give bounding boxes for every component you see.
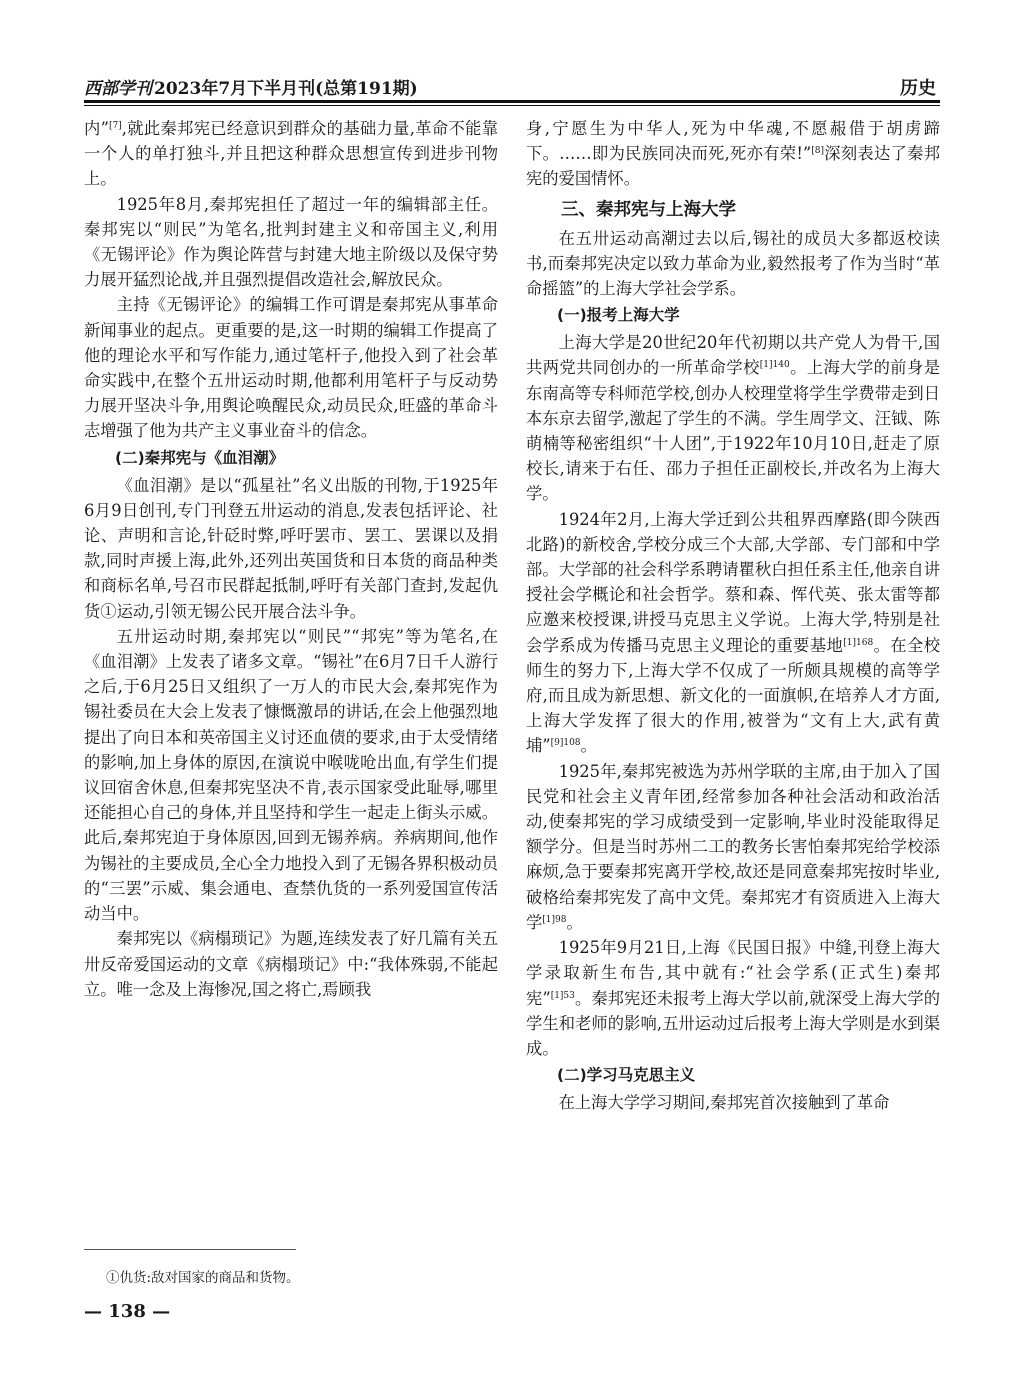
journal-info (84, 74, 418, 99)
journal-logo: 西部学刊 (84, 79, 152, 99)
paragraph: 1925年9月21日,上海《民国日报》中缝,刊登上海大学录取新生布告,其中就有:“社会学系(正式生)秦邦宪”$^{[1]53}$。秦邦宪还未报考上海大学以前,就深受上海大学的学生和老师的影响,五卅运动过后报考上海大学则是水到渠成。 (526, 938, 940, 1058)
subsection-heading: (一)报考上海大学 (557, 306, 680, 325)
paragraph: 秦邦宪以《病榻琐记》为题,连续发表了好几篇有关五卅反帝爱国运动的文章《病榻琐记》中:“我体殊弱,不能起立。唯一念及上海惨况,国之将亡,焉顾我 (84, 929, 498, 999)
citation: [1]53 (550, 990, 575, 1001)
citation: [1]140 (759, 360, 790, 371)
paragraph: 1924年2月,上海大学迁到公共租界西摩路(即今陕西北路)的新校舍,学校分成三个大部,大学部、专门部和中学部。大学部的社会科学系聘请瞿秋白担任系主任,他亲自讲授社会学概论和社会哲学。蔡和森、恽代英、张太雷等都应邀来校授课,讲授马克思主义学说。上海大学,特别是社会学系成为传播马克思主义理论的重要基地$^{[1]168}$。在全校师生的努力下,上海大学不仅成了一所颇具规模的高等学府,而且成为新思想、新文化的一面旗帜,在培养人才方面,上海大学发挥了很大的作用,被誉为“文有上大,武有黄埔”$^{[9]108}$。 (526, 509, 940, 756)
paragraph: 内”[7],就此秦邦宪已经意识到群众的基础力量,革命不能靠一个人的单打独斗,并且把这种群众思想宣传到进步刊物上。 (84, 119, 499, 189)
citation: [8] (811, 146, 824, 157)
right-column (526, 116, 940, 1115)
paragraph: 上海大学是20世纪20年代初期以共产党人为骨干,国共两党共同创办的一所革命学校$^{[1]140}$。上海大学的前身是东南高等专科师范学校,创办人校理堂将学生学费带走到日本东京去留学,激起了学生的不满。学生周学文、汪钺、陈萌楠等秘密组织“十人团”,于1922年10月10日,赶走了原校长,请来于右任、邵力子担任正副校长,并改名为上海大学。 (526, 333, 940, 504)
paragraph: 五卅运动时期,秦邦宪以“则民”“邦宪”等为笔名,在《血泪潮》上发表了诸多文章。“锡社”在6月7日千人游行之后,于6月25日又组织了一万人的市民大会,秦邦宪作为锡社委员在大会上发表了慷慨激昂的讲话,在会上他强烈地提出了向日本和英帝国主义讨还血债的要求,由于太受情绪的影响,加上身体的原因,在演说中喉咙呛出血,有学生们提议回宿舍休息,但秦邦宪坚决不肯,表示国家受此耻辱,哪里还能担心自己的身体,并且坚持和学生一起走上街头示威。此后,秦邦宪迫于身体原因,回到无锡养病。养病期间,他作为锡社的主要成员,全心全力地投入到了无锡各界积极动员的“三罢”示威、集会通电、查禁仇货的一系列爱国宣传活动当中。 (84, 626, 498, 924)
citation: [1]98 (542, 914, 567, 925)
citation: [9]108 (550, 738, 581, 749)
section-heading: 三、秦邦宪与上海大学 (561, 199, 736, 220)
running-header (84, 70, 940, 100)
header-rule-thin (84, 105, 940, 106)
subsection-heading: (二)秦邦宪与《血泪潮》 (115, 448, 285, 467)
paragraph: 《血泪潮》是以“孤星社”名义出版的刊物,于1925年6月9日创刊,专门刊登五卅运动的消息,发表包括评论、社论、声明和言论,针砭时弊,呼吁罢市、罢工、罢课以及捐款,同时声援上海,此外,还列出英国货和日本货的商品种类和商标名单,号召市民群起抵制,呼吁有关部门查封,发起仇货①运动,引领无锡公民开展合法斗争。 (84, 475, 498, 621)
paragraph: 身,宁愿生为中华人,死为中华魂,不愿赧借于胡虏蹄下。……即为民族同决而死,死亦有荣!”[8]深刻表达了秦邦宪的爱国情怀。 (526, 119, 940, 189)
paragraph: 1925年8月,秦邦宪担任了超过一年的编辑部主任。秦邦宪以“则民”为笔名,批判封建主义和帝国主义,利用《无锡评论》作为舆论阵营与封建大地主阶级以及保守势力展开猛烈论战,并且强烈提倡改造社会,解放民众。 (84, 194, 498, 290)
citation: [7] (108, 121, 122, 131)
header-rule-thick (84, 100, 940, 103)
paragraph: 在上海大学学习期间,秦邦宪首次接触到了革命 (558, 1093, 890, 1113)
issue-info: 2023年7月下半月刊(总第191期) (154, 79, 418, 99)
subsection-heading: (二)学习马克思主义 (557, 1066, 696, 1085)
section-name: 历史 (900, 78, 936, 99)
left-column (84, 116, 498, 1002)
footnote: ①仇货:敌对国家的商品和货物。 (106, 1270, 300, 1286)
paragraph: 在五卅运动高潮过去以后,锡社的成员大多都返校读书,而秦邦宪决定以致力革命为业,毅然报考了作为当时“革命摇篮”的上海大学社会学系。 (526, 228, 940, 299)
citation: [1]168 (843, 637, 874, 648)
page-number: — 138 — (84, 1301, 171, 1322)
paragraph: 1925年,秦邦宪被选为苏州学联的主席,由于加入了国民党和社会主义青年团,经常参加各种社会活动和政治活动,使秦邦宪的学习成绩受到一定影响,毕业时没能取得足额学分。但是当时苏州二工的教务长害怕秦邦宪给学校添麻烦,急于要秦邦宪离开学校,故还是同意秦邦宪按时毕业,破格给秦邦宪发了高中文凭。秦邦宪才有资质进入上海大学$^{[1]98}$。 (526, 761, 940, 932)
paragraph: 主持《无锡评论》的编辑工作可谓是秦邦宪从事革命新闻事业的起点。更重要的是,这一时期的编辑工作提高了他的理论水平和写作能力,通过笔杆子,他投入到了社会革命实践中,在整个五卅运动时期,他都利用笔杆子与反动势力展开坚决斗争,用舆论唤醒民众,动员民众,旺盛的革命斗志增强了他为共产主义事业奋斗的信念。 (84, 295, 498, 441)
footnote-rule (84, 1249, 296, 1250)
